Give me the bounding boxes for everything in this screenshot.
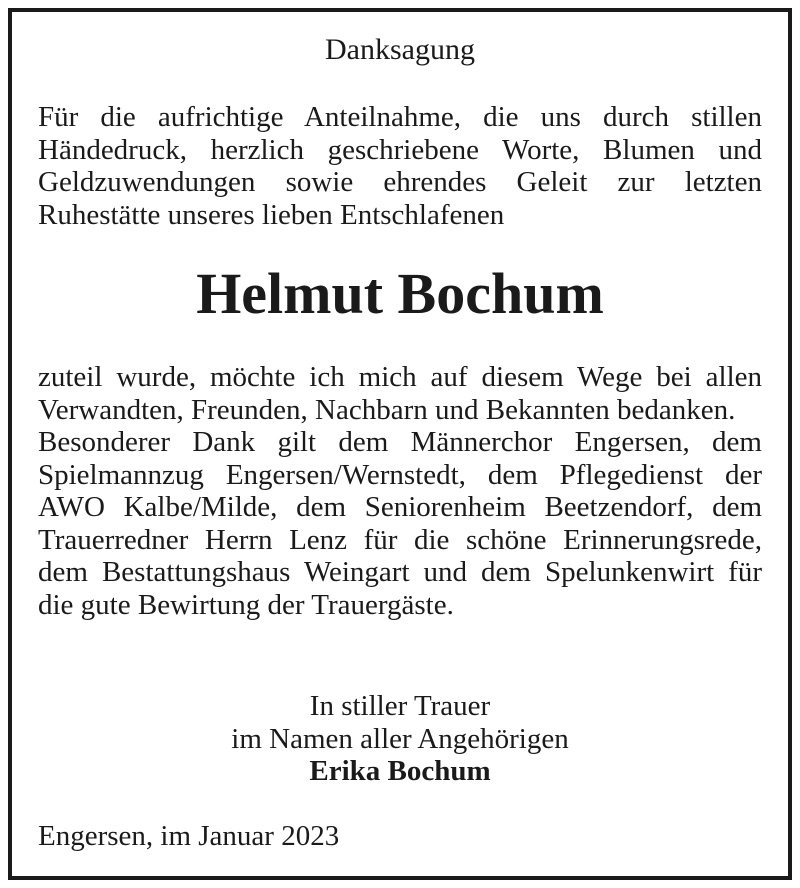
- intro-paragraph: Für die aufrichtige Anteilnahme, die uns durch stillen Händedruck, herzlich geschriebene Worte, Blumen und Geldzuwendungen sowie ehrendes Geleit zur letzten Ruhestätte unseres lieben Entschlafenen: [38, 101, 762, 231]
- special-thanks-paragraph: Besonderer Dank gilt dem Männerchor Engersen, dem Spielmannzug Engersen/Wernstedt, dem Pflegedienst der AWO Kalbe/Milde, dem Seniorenheim Beetzendorf, dem Trauerredner Herrn Lenz für die schöne Erinnerungsrede, dem Bestattungshaus Weingart und dem Spelunkenwirt für die gute Bewirtung der Trauergäste.: [38, 426, 762, 621]
- closing-line-1: In stiller Trauer: [309, 690, 491, 722]
- signer-name: Erika Bochum: [309, 755, 491, 787]
- notice-heading: Danksagung: [325, 33, 475, 66]
- place-date: Engersen, im Januar 2023: [38, 820, 340, 852]
- deceased-name: Helmut Bochum: [196, 261, 604, 326]
- thanks-paragraph: zuteil wurde, möchte ich mich auf diesem Wege bei allen Verwandten, Freunden, Nachbarn und Bekannten bedanken.: [38, 361, 762, 426]
- closing-block: [38, 690, 762, 788]
- notice-frame: [8, 8, 792, 880]
- closing-line-2: im Namen aller Angehörigen: [231, 722, 569, 755]
- thanks-block: [38, 361, 762, 621]
